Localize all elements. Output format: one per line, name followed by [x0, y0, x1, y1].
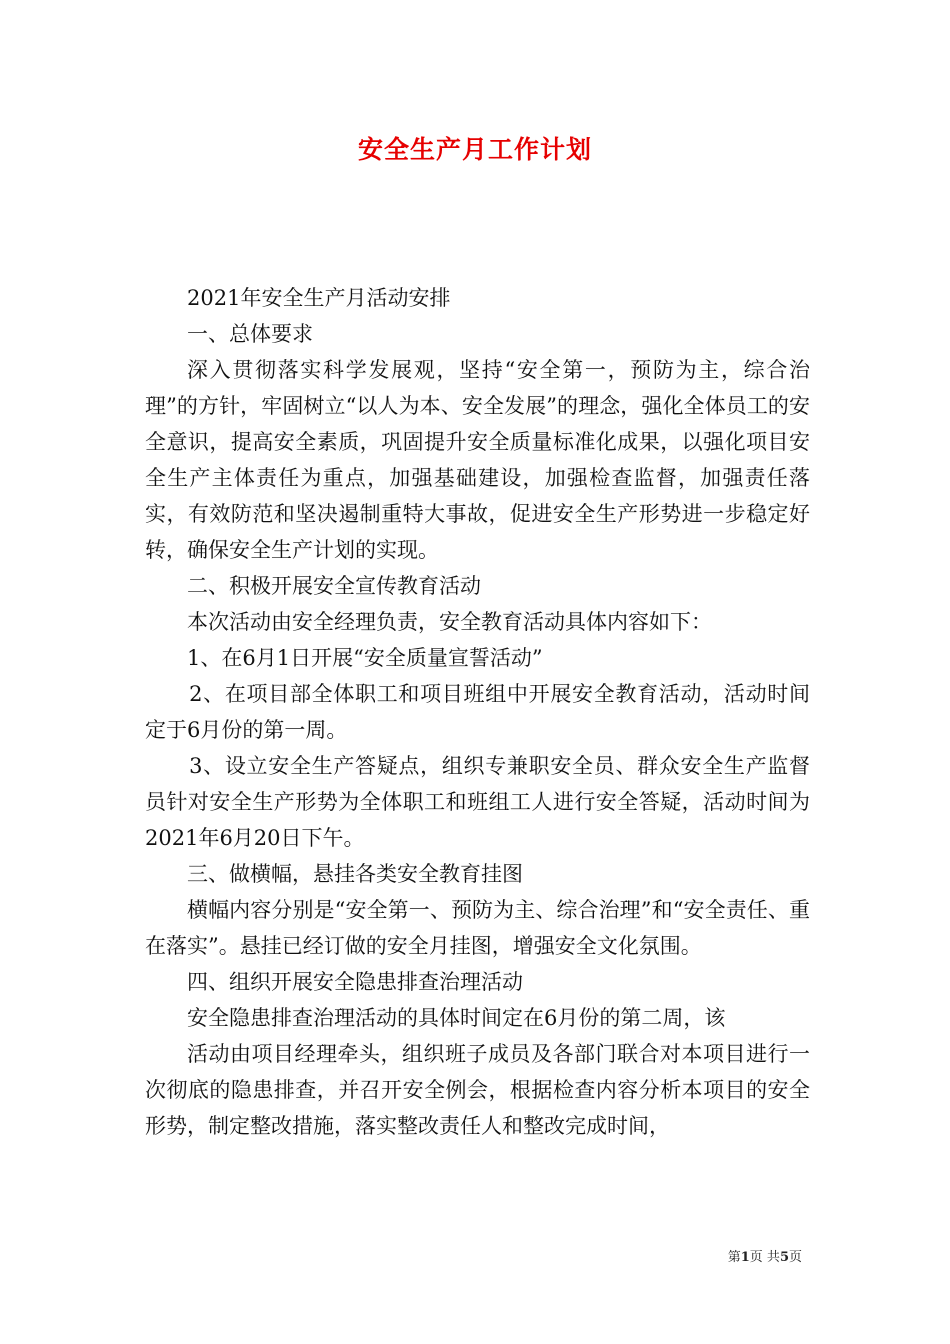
paragraph-heading-year: 2021年安全生产月活动安排 — [187, 286, 451, 310]
paragraph: 安全隐患排查治理活动的具体时间定在6月份的第二周，该 — [187, 1006, 726, 1030]
list-item: 3、设立安全生产答疑点，组织专兼职安全员、群众安全生产监督员针对安全生产形势为全体职工和班组工人进行安全答疑，活动时间为2021年6月20日下午。 — [145, 754, 810, 850]
document-title: 安全生产月工作计划 — [357, 135, 592, 164]
paragraph: 横幅内容分别是“安全第一、预防为主、综合治理”和“安全责任、重在落实”。悬挂已经订做的安全月挂图，增强安全文化氛围。 — [145, 898, 810, 958]
paragraph: 活动由项目经理牵头，组织班子成员及各部门联合对本项目进行一次彻底的隐患排查，并召开安全例会，根据检查内容分析本项目的安全形势，制定整改措施，落实整改责任人和整改完成时间， — [145, 1042, 810, 1138]
list-item: 1、在6月1日开展“安全质量宣誓活动” — [187, 646, 543, 670]
footer-current-page: 1 — [740, 1250, 750, 1265]
page-footer — [728, 1246, 802, 1265]
footer-suffix: 页 — [788, 1250, 802, 1265]
footer-total-pages: 5 — [779, 1250, 789, 1265]
section-heading-2: 二、积极开展安全宣传教育活动 — [187, 574, 481, 598]
section-heading-3: 三、做横幅，悬挂各类安全教育挂图 — [187, 862, 523, 886]
section-heading-4: 四、组织开展安全隐患排查治理活动 — [187, 970, 523, 994]
section-heading-1: 一、总体要求 — [187, 322, 313, 346]
paragraph: 本次活动由安全经理负责，安全教育活动具体内容如下： — [187, 610, 712, 634]
footer-prefix: 第 — [727, 1250, 741, 1265]
paragraph: 深入贯彻落实科学发展观，坚持“安全第一，预防为主，综合治理”的方针，牢固树立“以人为本、安全发展”的理念，强化全体员工的安全意识，提高安全素质，巩固提升安全质量标准化成果，以强化项目安全生产主体责任为重点，加强基础建设，加强检查监督，加强责任落实，有效防范和坚决遏制重特大事故，促进安全生产形势进一步稳定好转，确保安全生产计划的实现。 — [145, 358, 810, 562]
document-body — [145, 280, 810, 1144]
list-item: 2、在项目部全体职工和项目班组中开展安全教育活动，活动时间定于6月份的第一周。 — [145, 682, 810, 742]
footer-middle: 页 共 — [749, 1250, 780, 1265]
